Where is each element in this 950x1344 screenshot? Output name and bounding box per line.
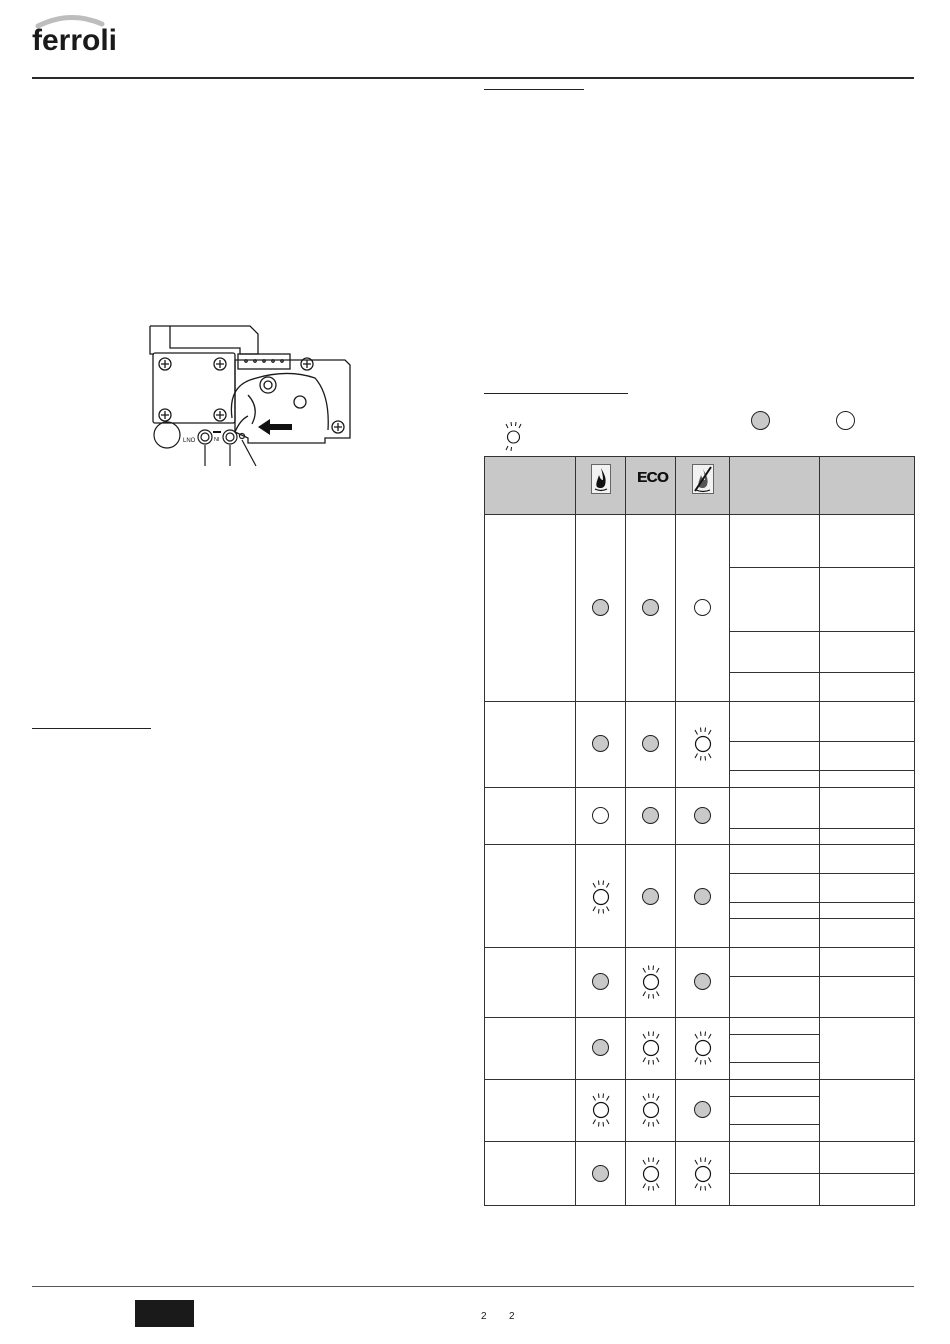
- subrow-divider: [729, 828, 914, 829]
- led-status-table: [484, 456, 915, 1206]
- label-lno: LNO: [183, 438, 196, 444]
- led-blinking-icon: [638, 1030, 664, 1066]
- row-divider: [485, 514, 914, 515]
- led-on-icon: [642, 888, 659, 905]
- subrow-divider: [729, 1034, 819, 1035]
- page-number-a: 2: [481, 1311, 487, 1322]
- led-blinking-icon: [690, 1030, 716, 1066]
- led-blinking-icon: [638, 1156, 664, 1192]
- col-divider: [575, 457, 576, 1205]
- led-on-icon: [694, 973, 711, 990]
- header-rule: [32, 77, 914, 79]
- row-divider: [485, 701, 914, 702]
- section-underline: [484, 89, 584, 90]
- heating-flame-icon: [591, 464, 611, 494]
- led-blinking-icon: [638, 964, 664, 1000]
- led-on-icon: [694, 1101, 711, 1118]
- footer-rule: [32, 1286, 914, 1287]
- label-ni: NI: [214, 437, 220, 443]
- row-divider: [485, 844, 914, 845]
- led-blinking-icon: [690, 1156, 716, 1192]
- subrow-divider: [729, 567, 914, 568]
- subrow-divider: [729, 1096, 819, 1097]
- page-number-b: 2: [509, 1311, 515, 1322]
- led-on-icon: [592, 1165, 609, 1182]
- led-blinking-icon: [588, 1092, 614, 1128]
- legend-off-icon: [836, 411, 855, 430]
- led-blinking-icon: [638, 1092, 664, 1128]
- row-divider: [485, 947, 914, 948]
- row-divider: [485, 1141, 914, 1142]
- led-on-icon: [592, 599, 609, 616]
- led-on-icon: [642, 735, 659, 752]
- col-divider: [819, 457, 820, 1205]
- legend-on-icon: [751, 411, 770, 430]
- col-divider: [729, 457, 730, 1205]
- led-off-icon: [694, 599, 711, 616]
- subrow-divider: [729, 770, 914, 771]
- led-off-icon: [592, 807, 609, 824]
- led-blinking-icon: [588, 879, 614, 915]
- led-on-icon: [694, 807, 711, 824]
- eco-icon: ECO: [637, 469, 669, 486]
- subrow-divider: [729, 741, 914, 742]
- led-on-icon: [642, 599, 659, 616]
- subrow-divider: [729, 873, 914, 874]
- row-divider: [485, 787, 914, 788]
- subrow-divider: [729, 976, 914, 977]
- brand-text: ferroli: [32, 24, 118, 57]
- led-blinking-icon: [690, 726, 716, 762]
- ferroli-logo: [30, 12, 130, 62]
- subrow-divider: [729, 1124, 819, 1125]
- subrow-divider: [729, 631, 914, 632]
- section-underline: [484, 393, 628, 394]
- flame-off-icon: [692, 464, 714, 494]
- led-on-icon: [592, 1039, 609, 1056]
- led-on-icon: [642, 807, 659, 824]
- section-underline: [32, 728, 151, 729]
- subrow-divider: [729, 672, 914, 673]
- led-on-icon: [592, 973, 609, 990]
- subrow-divider: [729, 1173, 914, 1174]
- col-divider: [625, 457, 626, 1205]
- row-divider: [485, 1017, 914, 1018]
- gas-valve-diagram: [140, 320, 360, 470]
- subrow-divider: [729, 902, 914, 903]
- footer-language-tab: [135, 1300, 194, 1327]
- legend-blink-icon: [501, 421, 525, 451]
- led-on-icon: [592, 735, 609, 752]
- subrow-divider: [729, 918, 914, 919]
- col-divider: [675, 457, 676, 1205]
- subrow-divider: [729, 1062, 819, 1063]
- led-on-icon: [694, 888, 711, 905]
- row-divider: [485, 1079, 914, 1080]
